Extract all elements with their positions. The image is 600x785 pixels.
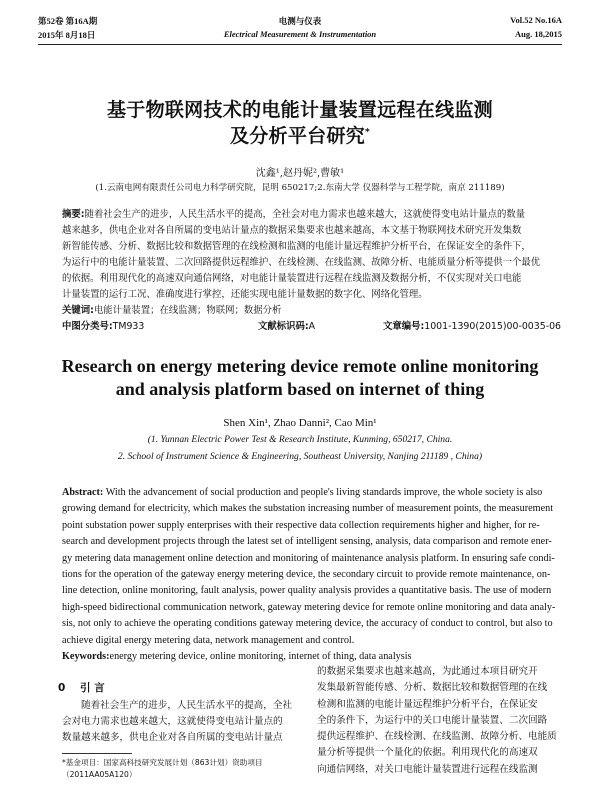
abstract-zh-line: 计量装置的运行工况、准确度进行掌控，还能实现电能计量数据的数字化、网络化管理。 — [62, 289, 428, 300]
left-column-cont — [62, 714, 302, 747]
authors-zh: 沈鑫¹,赵丹妮²,曹敏¹ — [255, 168, 345, 179]
footnote-line: *基金项目：国家高科技研究发展计划（863计划）资助项目 — [62, 758, 263, 767]
abstract-en-line: search and development projects through the latest set of intelligent sensing, analysis, data comparison and remote ener- — [62, 536, 552, 548]
footnote-rule — [62, 753, 132, 754]
keywords-zh: 关键词:电能计量装置；在线监测；物联网；数据分析 — [62, 305, 282, 316]
right-column — [317, 664, 565, 778]
clc-number: 中图分类号:TM933 — [62, 321, 145, 332]
header-journal-en: Electrical Measurement & Instrumentation — [223, 29, 377, 39]
abstract-en-line: growing demand for electricity, which makes the substation increasing number of measurement points, the measurement — [62, 503, 554, 515]
title-en-line1: Research on energy metering device remote online monitoring — [61, 356, 539, 376]
authors-en: Shen Xin¹, Zhao Danni², Cao Min¹ — [223, 417, 377, 429]
header-volume-en: Vol.52 No.16A — [510, 15, 562, 25]
title-zh-line2: 及分析平台研究* — [229, 125, 371, 147]
abstract-zh-line: 的依据。利用现代化的高速双向通信网络，对电能计量装置进行远程在线监测及数据分析，不仅实现对关口电能 — [62, 273, 522, 284]
right-column-line: 检测和监测的电能计量远程维护分析平台，在保证安 — [317, 698, 538, 710]
abstract-en-line: gy metering data management online detection and monitoring of maintenance analysis platform. In ensuring safe condi- — [62, 552, 555, 564]
header-date-zh: 2015年 8月18日 — [38, 30, 96, 40]
abstract-zh-line: 新智能传感、分析、数据比较和数据管理的在线检测和监测的电能计量远程维护分析平台，在保证安全的条件下， — [62, 241, 531, 252]
abstract-en-line: Abstract: With the advancement of social production and people's living standards improve, the whole society is also — [62, 487, 543, 498]
left-column-line: 随着社会生产的进步，人民生活水平的提高，全社 — [81, 700, 293, 711]
affiliation-zh: (1.云南电网有限责任公司电力科学研究院，昆明 650217;2.东南大学 仪器科学与工程学院，南京 211189) — [95, 183, 505, 193]
left-column-line: 会对电力需求也越来越大，这就使得变电站计量点的 — [62, 716, 283, 727]
right-column-line: 的数据采集要求也越来越高，为此通过本项目研究开 — [317, 666, 538, 677]
keywords-en: Keywords:energy metering device, online monitoring, internet of thing, data analysis — [62, 651, 412, 663]
header-date-en: Aug. 18,2015 — [515, 29, 562, 39]
footnote — [62, 757, 263, 781]
article-number: 文章编号:1001-1390(2015)00-0035-06 — [383, 321, 562, 332]
affiliation-en-2: 2. School of Instrument Science & Engineering, Southeast University, Nanjing 211189 , China) — [117, 451, 483, 462]
abstract-zh — [62, 207, 562, 319]
title-en-line2: and analysis platform based on internet of thing — [115, 379, 485, 399]
abstract-zh-line: 为运行中的电能计量装置、二次回路提供远程维护、在线检测、在线监测、故障分析、电能质量分析等提供一个最优 — [62, 257, 541, 268]
left-column-para — [62, 698, 302, 714]
header-volume-zh: 第52卷 第16A期 — [38, 16, 98, 26]
section-heading: 0 引 言 — [58, 682, 105, 694]
left-column-line: 数量越来越多，供电企业对各自所属的变电站计量点 — [62, 732, 283, 744]
title-zh-line1: 基于物联网技术的电能计量装置远程在线监测 — [106, 99, 493, 121]
header-journal-zh: 电测与仪表 — [278, 16, 322, 26]
right-column-line: 全的条件下，为运行中的关口电能计量装置、二次回路 — [317, 714, 548, 726]
abstract-en-line: high-speed bidirectional communication network, gateway metering device for remote online monitoring and data analy- — [62, 601, 556, 613]
abstract-en-line: sis, not only to achieve the operating conditions gateway metering device, the accuracy of conduct to control, but also to — [62, 618, 553, 630]
right-column-line: 向通信网络，对关口电能计量装置进行远程在线监测 — [317, 763, 538, 775]
header-rule — [38, 44, 562, 45]
right-column-line: 发集最新智能传感、分析、数据比较和数据管理的在线 — [317, 682, 548, 694]
abstract-en — [62, 485, 562, 665]
document-code: 文献标识码:A — [258, 321, 316, 332]
abstract-en-line: point substation power supply enterprises with their respective data collection requirements higher and higher, for re- — [62, 519, 540, 531]
abstract-zh-line: 越来越多，供电企业对各自所属的变电站计量点的数据采集要求也越来越高，本文基于物联网技术研究开发集数 — [62, 225, 522, 236]
right-column-line: 量分析等提供一个量化的依据。利用现代化的高速双 — [317, 747, 538, 759]
footnote-line: （2011AA05A120） — [62, 770, 137, 779]
abstract-en-line: achieve digital energy metering data, network management and control. — [62, 634, 355, 646]
abstract-en-line: line detection, online monitoring, fault analysis, power quality analysis provides a quantitative basis. The use of modern — [62, 585, 552, 597]
abstract-en-line: tions for the operation of the gateway energy metering device, the secondary circuit to provide remote maintenance, on- — [62, 569, 551, 581]
right-column-line: 提供远程维护、在线检测、在线监测、故障分析、电能质 — [317, 731, 557, 743]
abstract-zh-line: 摘要:随着社会生产的进步，人民生活水平的提高，全社会对电力需求也越来越大，这就使得变电站计量点的数量 — [62, 209, 526, 220]
affiliation-en-1: (1. Yunnan Electric Power Test & Research Institute, Kunming, 650217, China. — [147, 434, 453, 445]
